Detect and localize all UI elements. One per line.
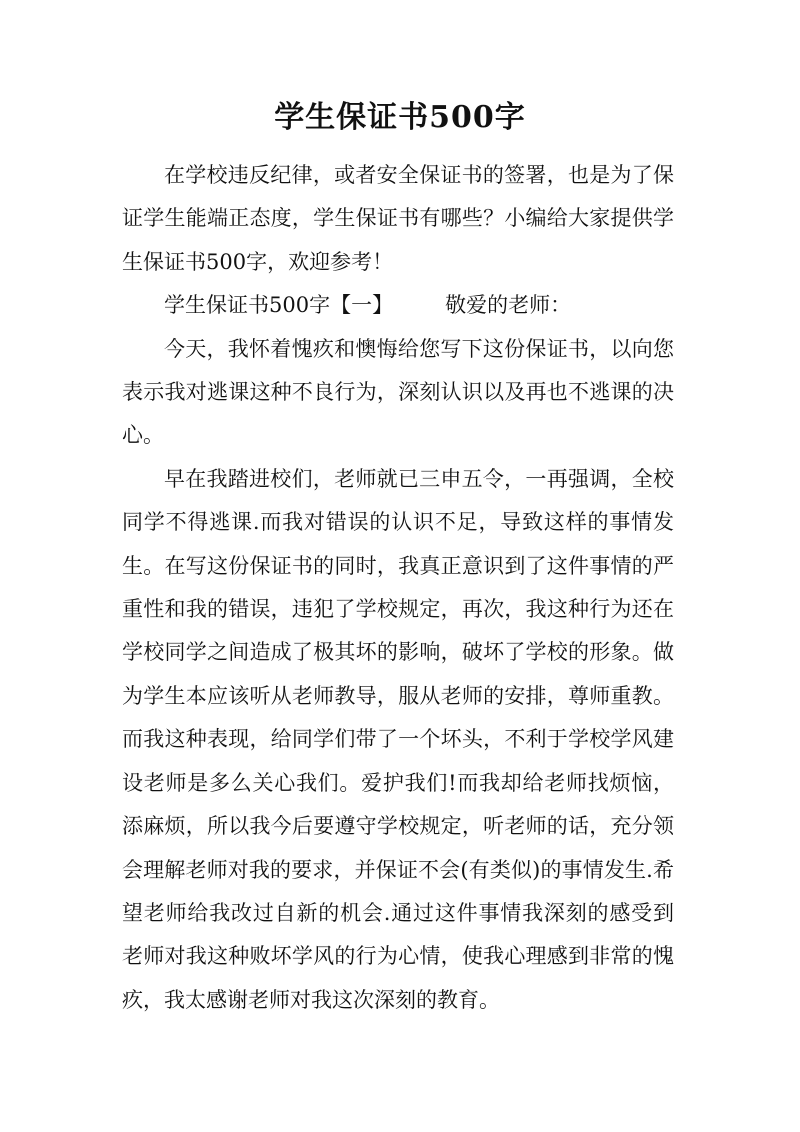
salutation: 敬爱的老师： xyxy=(445,293,572,318)
document-title: 学生保证书500字 xyxy=(274,100,526,135)
intro-paragraph: 在学校违反纪律，或者安全保证书的签署，也是为了保证学生能端正态度，学生保证书有哪些？小编给大家提供学生保证书500字，欢迎参考！ xyxy=(122,163,674,274)
section-heading-line xyxy=(122,284,674,327)
section-heading: 学生保证书500字【一】 xyxy=(164,293,394,318)
body-paragraph-2: 早在我踏进校们，老师就已三申五令，一再强调，全校同学不得逃课.而我对错误的认识不足，导致这样的事情发生。在写这份保证书的同时，我真正意识到了这件事情的严重性和我的错误，违犯了学校规定，再次，我这种行为还在学校同学之间造成了极其坏的影响，破坏了学校的形象。做为学生本应该听从老师教导，服从老师的安排，尊师重教。而我这种表现，给同学们带了一个坏头，不利于学校学风建设老师是多么关心我们。爱护我们!而我却给老师找烦恼，添麻烦，所以我今后要遵守学校规定，听老师的话，充分领会理解老师对我的要求，并保证不会(有类似)的事情发生.希望老师给我改过自新的机会.通过这件事情我深刻的感受到老师对我这种败坏学风的行为心情，使我心理感到非常的愧疚，我太感谢老师对我这次深刻的教育。 xyxy=(122,466,674,1012)
document-body xyxy=(122,154,674,1022)
body-paragraph-1: 今天，我怀着愧疚和懊悔给您写下这份保证书，以向您表示我对逃课这种不良行为，深刻认识以及再也不逃课的决心。 xyxy=(122,336,674,448)
